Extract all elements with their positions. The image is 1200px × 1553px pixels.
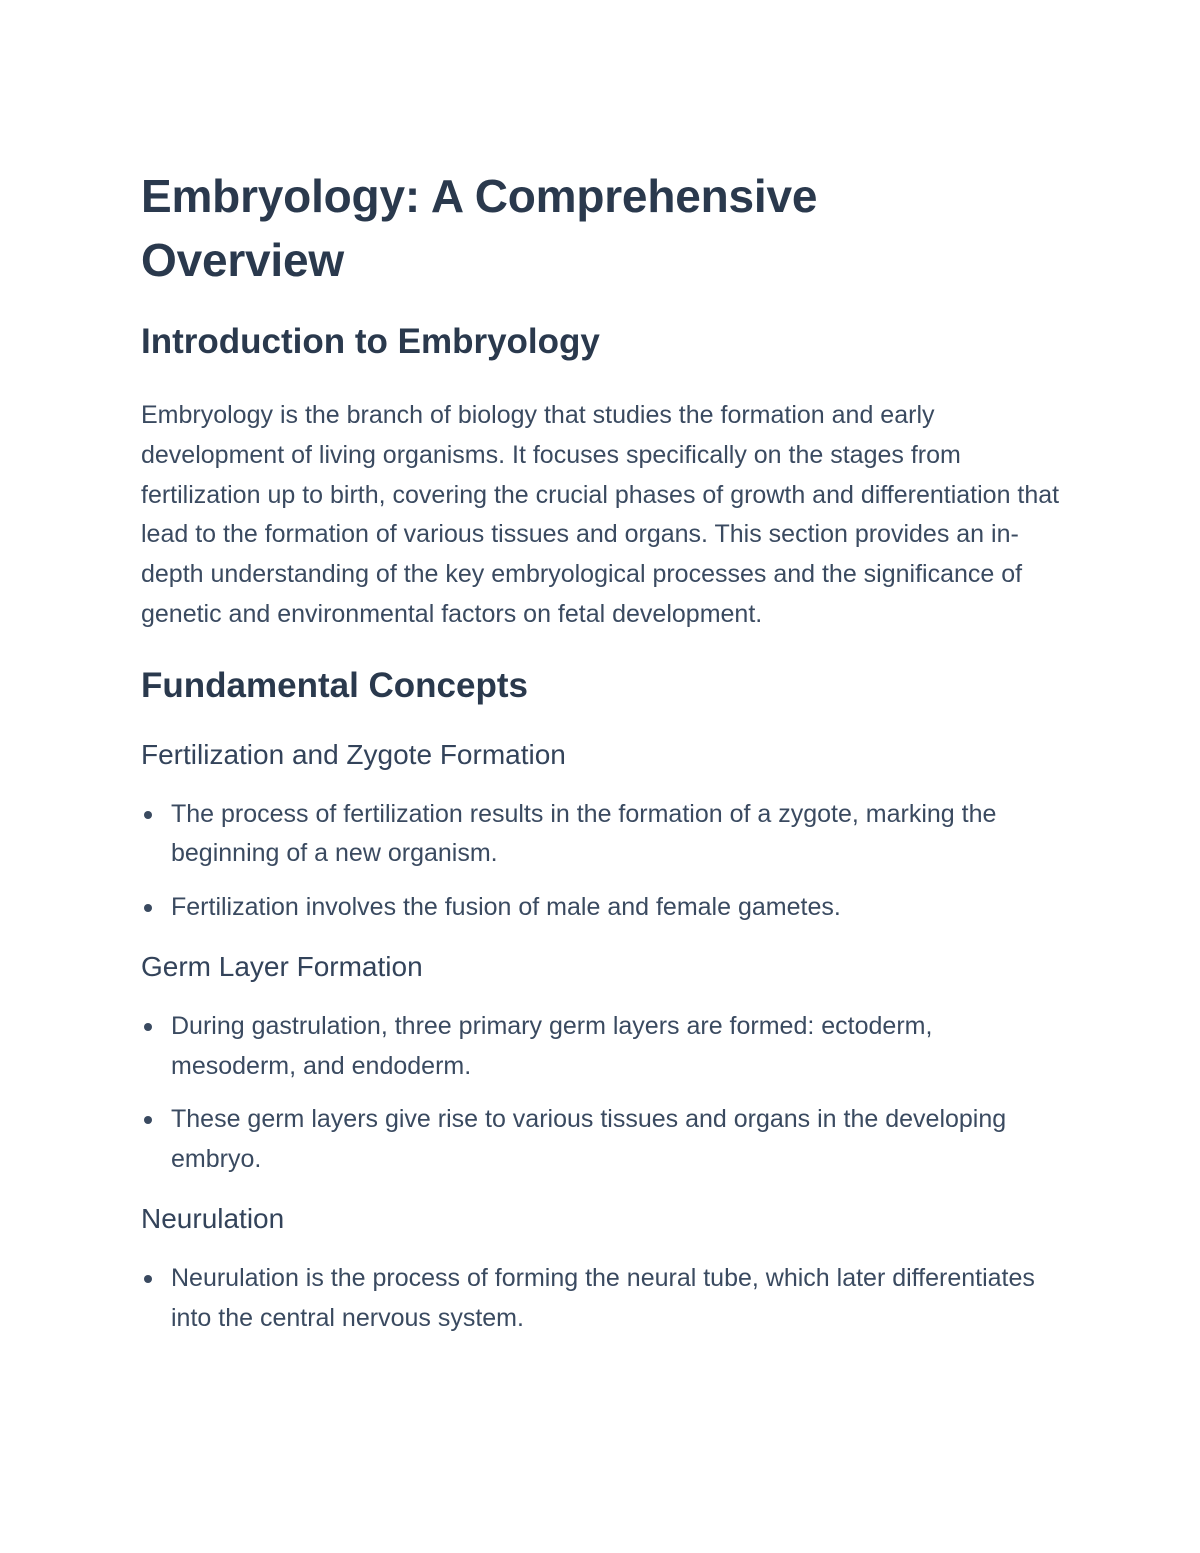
subsection-heading-neurulation: Neurulation — [141, 1203, 285, 1235]
list-item: During gastrulation, three primary germ layers are formed: ectoderm, mesoderm, and endoderm. — [141, 1007, 1060, 1086]
list-item: These germ layers give rise to various tissues and organs in the developing embryo. — [141, 1100, 1060, 1179]
subsection-heading-germ-layer: Germ Layer Formation — [141, 951, 423, 983]
neurulation-bullet-list — [141, 1259, 1060, 1338]
list-item: The process of fertilization results in the formation of a zygote, marking the beginning of a new organism. — [141, 795, 1060, 874]
list-item: Fertilization involves the fusion of male and female gametes. — [141, 888, 1060, 928]
germ-layer-bullet-list — [141, 1007, 1060, 1179]
document-title: Embryology: A Comprehensive Overview — [141, 170, 818, 286]
list-item: Neurulation is the process of forming the neural tube, which later differentiates into the central nervous system. — [141, 1259, 1060, 1338]
fertilization-bullet-list — [141, 795, 1060, 928]
introduction-paragraph: Embryology is the branch of biology that studies the formation and early development of living organisms. It focuses specifically on the stages from fertilization up to birth, covering the crucial phases of growth and differentiation that lead to the formation of various tissues and organs. This section provides an in-depth understanding of the key embryological processes and the significance of genetic and environmental factors on fetal development. — [141, 401, 1060, 628]
subsection-heading-fertilization: Fertilization and Zygote Formation — [141, 738, 566, 770]
section-heading-fundamental-concepts: Fundamental Concepts — [141, 665, 528, 705]
section-heading-introduction: Introduction to Embryology — [141, 322, 600, 361]
